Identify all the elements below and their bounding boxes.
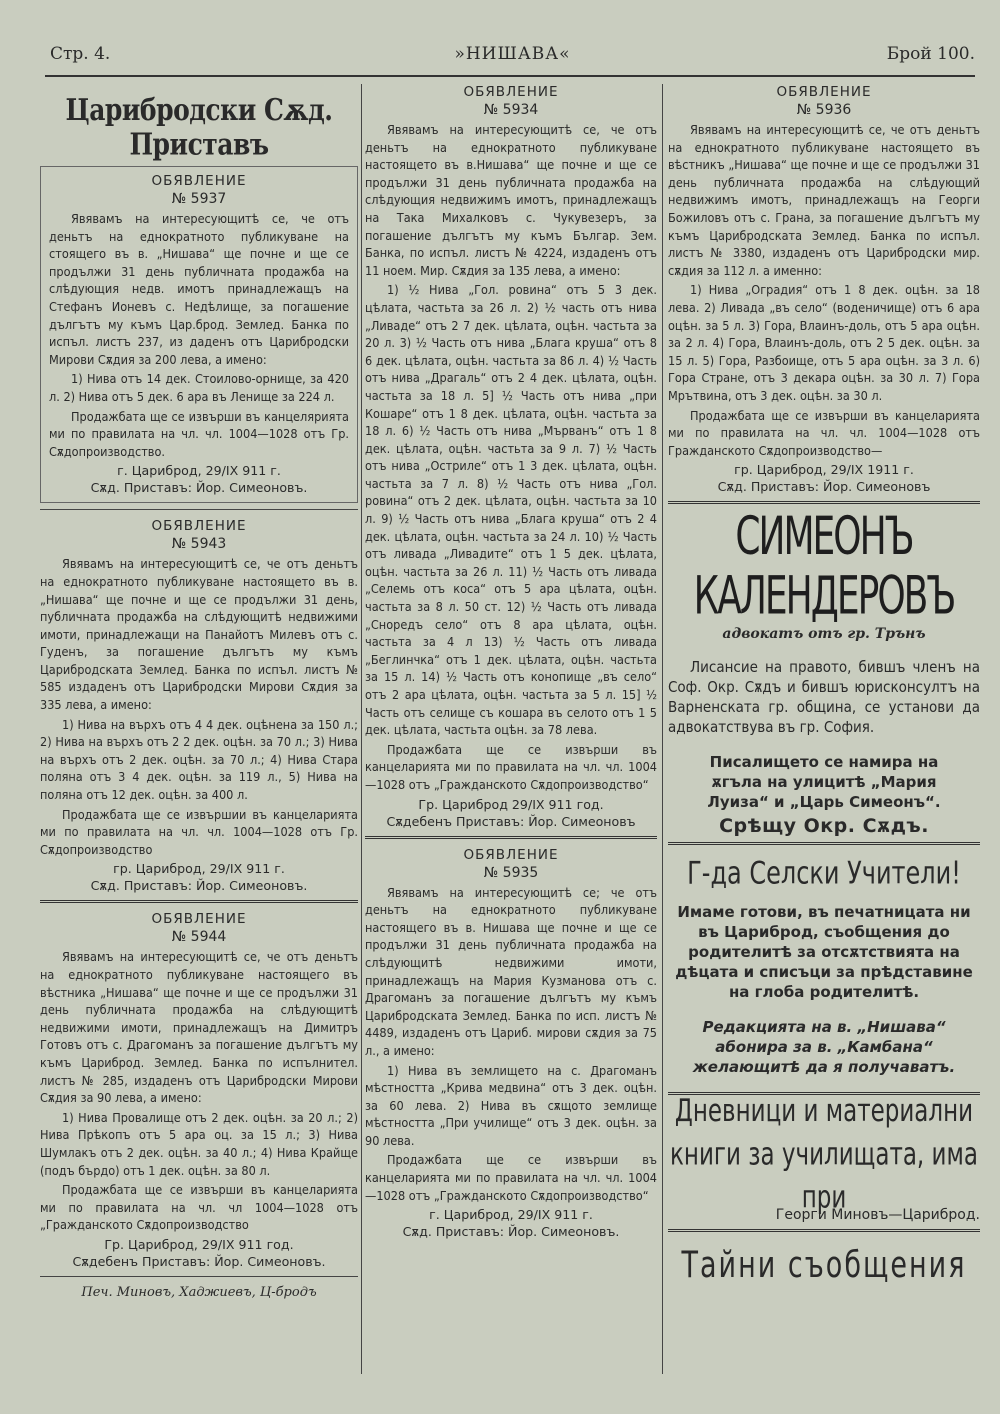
notice-heading: ОБЯВЛЕНИЕ — [151, 911, 247, 928]
notice-body: Явявамъ на интересующитѣ се, че отъ деньтъ на еднократното публикуване на стоящего въ в. „Нишава“ ще почне и ще се продължи 31 день публичната продажба на слѣдующия недв. имотъ принадлежащъ на Стефанъ Ионевъ с. Недѣлище, за погашение дългътъ му къмъ Цар.брод. Землед. Банка по испъл. листъ 237, из даденъ отъ Царибродски Мирови Сѫдия за 200 лева, а имено: — [49, 211, 349, 367]
notice-place-date: г. Цариброд, 29/IX 911 г. — [429, 1207, 593, 1223]
notice-place-date: гр. Цариброд, 29/IX 911 г. — [113, 861, 285, 877]
divider — [40, 509, 358, 510]
notice-number: № 5934 — [483, 102, 539, 118]
notice-terms: Продажбата ще се извърши въ канцеларията ми по правилата на чл. чл. 1004—1028 отъ „Гражданското Сѫдопроизводство“ — [365, 741, 657, 792]
column-2 — [365, 84, 657, 1246]
notice-number: № 5944 — [171, 929, 227, 946]
notice-place-date: Гр. Цариброд, 29/IX 911 год. — [104, 1236, 294, 1252]
lawyer-subtitle: адвокатъ отъ гр. Трънъ — [722, 626, 926, 643]
notice-items: 1) Нива „Оградия“ отъ 1 8 дек. оцѣн. за 18 лева. 2) Ливада „въ село“ (воденичище) отъ 6 ара оцѣн. за 5 л. 3) Гора, Влаинъ-доль, отъ 5 ара оцѣн. за 2 л. 4) Гора, Влаинъ-доль, отъ 2 5 дек. оцѣн. за 15 л. 5) Гора, Разбоище, отъ 5 ара оцѣн. за 3 л. 6) Гора Стране, отъ 3 декара оцѣн. за 30 л. 7) Гора Мрътвина, отъ 3 дек. оцѣн. за 30 л. — [668, 282, 980, 403]
notice-5936 — [668, 84, 980, 495]
teachers-title: Г-да Селски Учители! — [687, 855, 961, 892]
notice-items: 1) Нива Провалище отъ 2 дек. оцѣн. за 20 л.; 2) Нива Прѣкопъ отъ 5 ара оц. за 15 л.; 3) Нива Шумлакъ отъ 2 дек. оцѣн. за 40 л.; 4) Нива Крайще (подъ бърдо) отъ 1 дек. оцѣн. за 80 л. — [40, 1109, 358, 1178]
notice-terms: Продажбата ще се извърши въ канцелярията ми по правилата на чл. чл. 1004—1028 отъ Гр. Сѫдопроизводство. — [49, 408, 349, 459]
divider — [40, 900, 358, 903]
issue-number: Брой 100. — [886, 44, 975, 64]
notice-items: 1) Нива въ землището на с. Драгоманъ мѣстността „Крива медвина“ отъ 3 дек. оцѣн. за 60 лева. 2) Нива въ сѫщото землище мѣстността „При училище“ отъ 3 дек. оцѣн. за 90 лева. — [365, 1062, 657, 1148]
lawyer-office-line2: ѫгъла на улицитѣ „Мария — [711, 773, 937, 792]
divider — [668, 501, 980, 504]
notice-place-date: г. Цариброд, 29/IX 911 г. — [117, 463, 281, 479]
notice-terms: Продажбата ще се извърши въ канцеларията ми по правилата на чл. чл 1004—1028 отъ „Гражданското Сѫдопроизводство — [40, 1182, 358, 1233]
notice-body: Явявамъ на интересующитѣ се, че отъ деньтъ на еднократното публикуване настоящего въ вѣстника „Нишава“ ще почне и ще се продължи 31 день публичната продажба на слѣдующитѣ недвижими имоти, принадлежащъ на Димитръ Готовъ отъ с. Драгоманъ за погашение дългътъ му къмъ Цариброд. Землед. Банка по испълнител. листъ № 285, издаденъ отъ Царибродски Мирови Сѫдия за 90 лева, а имено: — [40, 949, 358, 1106]
notice-heading: ОБЯВЛЕНИЕ — [463, 84, 559, 100]
notice-place-date: Гр. Цариброд 29/IX 911 год. — [418, 796, 604, 812]
diaries-advert — [668, 1094, 980, 1224]
notice-heading: ОБЯВЛЕНИЕ — [151, 173, 247, 189]
notice-body: Явявамъ на интересующитѣ се, че отъ деньтъ на еднократното публикуване настоящето въ в. „Нишава“ ще почне и ще се продължи 31 день, публичната продажба на слѣдующитѣ недвижими имоти, принадлежащи на Панайотъ Милевъ отъ с. Гуденъ, за погашение дългътъ му къмъ Царибродската Землед. Банка по испъл. листъ № 585 издаденъ отъ Царибродски Мирови Сѫдия за 335 лева, а имено: — [40, 556, 358, 713]
column-divider-1 — [361, 84, 362, 1374]
lawyer-body: Лисансие на правото, бившъ членъ на Соф. Окр. Сѫдъ и бившъ юрисконсултъ на Варненската гр. община, се установи да адвокатствува въ гр. София. — [668, 658, 980, 737]
teachers-body: Имаме готови, въ печатницата ни въ Цариброд, съобщения до родителитѣ за отсѫтствията на дѣцата и списъци за прѣдставине на глоба родителитѣ. — [675, 903, 973, 1002]
notice-5934 — [365, 84, 657, 830]
notice-5935 — [365, 847, 657, 1241]
teachers-subscription: Редакцията на в. „Нишава“ абонира за в. „Камбана“ желающитѣ да я получаватъ. — [692, 1018, 956, 1077]
notice-items: 1) Нива отъ 14 дек. Стоилово-орнище, за 420 л. 2) Нива отъ 5 дек. 6 ара въ Ленище за 224 л. — [49, 371, 349, 404]
notice-terms: Продажбата ще се извърши въ канцеларията ми по правилата на чл. чл. 1004—1028 отъ Гражданското Сѫдопроизводство— — [668, 407, 980, 458]
notice-signature: Сѫд. Приставъ: Йор. Симеоновъ — [717, 479, 931, 495]
notice-terms: Продажбата ще се извърши въ канцеларията ми по правилата на чл. чл. 1004—1028 отъ „Гражданското Сѫдопроизводство“ — [365, 1152, 657, 1203]
newspaper-title: »НИШАВА« — [454, 44, 571, 64]
lawyer-office-line1: Писалището се намира на — [709, 753, 939, 772]
notice-heading: ОБЯВЛЕНИЕ — [151, 518, 247, 535]
notice-signature: Сѫд. Приставъ: Йор. Симеоновъ. — [90, 480, 308, 496]
divider — [40, 1276, 358, 1277]
notice-signature: Сѫд. Приставъ: Йор. Симеоновъ. — [90, 878, 308, 894]
notice-terms: Продажбата ще се извършии въ канцеларията ми по правилата на чл. чл. 1004—1028 отъ Гр. Сѫдопроизводство — [40, 806, 358, 857]
lawyer-advert — [668, 507, 980, 838]
column-1 — [40, 84, 358, 1300]
notice-items: 1) Нива на върхъ отъ 4 4 дек. оцѣнена за 150 л.; 2) Нива на върхъ отъ 2 2 дек. оцѣн. за 70 л.; 3) Нива на върхъ отъ 2 дек. оцѣн. за 70 л.; 4) Нива Стара поляна отъ 3 4 дек. оцѣн. за 119 л., 5) Нива на поляна отъ 12 дек. оцѣн. за 400 л. — [40, 716, 358, 803]
notice-5943 — [40, 518, 358, 894]
notice-signature: Сѫд. Приставъ: Йор. Симеоновъ. — [402, 1224, 620, 1240]
notice-5944 — [40, 911, 358, 1270]
bailiff-title: Царибродски Сѫд. Приставъ — [65, 92, 333, 162]
notice-signature: Сѫдебенъ Приставъ: Йор. Симеоновъ. — [72, 1253, 326, 1269]
notice-number: № 5937 — [171, 191, 227, 207]
notice-body: Явявамъ на интересующитѣ се, че отъ деньтъ на еднократното публикуване настоящето въ в.Нишава“ ще почне и ще се продължи 31 день публичната продажба на слѣдующия недвижимъ имотъ, принадлежащъ на Така Михалковъ с. Чукувезеръ, за погашение дългътъ му къмъ Българ. Зем. Банка, по испъл. листъ № 4224, издаденъ отъ 11 ноем. Мир. Сѫдия за 135 лева, а имено: — [365, 122, 657, 278]
page-number: Стр. 4. — [50, 44, 111, 64]
notice-place-date: гр. Цариброд, 29/IX 1911 г. — [734, 462, 914, 478]
notice-number: № 5935 — [483, 864, 539, 881]
lawyer-office-line3: Луиза“ и „Царь Симеонъ“. — [707, 793, 941, 812]
lawyer-opposite: Срѣщу Окр. Сѫдъ. — [719, 815, 929, 838]
notice-heading: ОБЯВЛЕНИЕ — [776, 84, 872, 100]
divider — [668, 842, 980, 845]
printer-imprint: Печ. Миновъ, Хаджиевъ, Ц-бродъ — [81, 1284, 317, 1300]
lawyer-name: СИМЕОНЪ КАЛЕНДЕРОВЪ — [693, 507, 955, 627]
page-header — [50, 44, 975, 74]
notice-5937 — [40, 166, 358, 503]
teachers-advert — [668, 855, 980, 1077]
notice-signature: Сѫдебенъ Приставъ: Йор. Симеоновъ — [386, 813, 636, 829]
secret-messages-title: Тайни съобщения — [681, 1244, 967, 1287]
diaries-signature: Георги Миновъ—Цариброд. — [775, 1207, 980, 1224]
divider — [668, 1229, 980, 1232]
notice-body: Явявамъ на интересующитѣ се; че отъ деньтъ на еднократното публикуване настоящего въ в. Нишава ще почне и ще се продължи 31 день публичната продажба на слѣдующитѣ недвижими имоти, принадлежащъ на Мария Кузманова отъ с. Драгоманъ за погашение дългътъ му къмъ Царибродската Землед. Банка по исп. листъ № 4489, издаденъ отъ Цариб. мирови сѫдия за 75 л., а имено: — [365, 884, 657, 1058]
notice-items: 1) ½ Нива „Гол. ровина“ отъ 5 3 дек. цѣлата, частьта за 26 л. 2) ½ часть отъ нива „Ливаде“ отъ 2 7 дек. цѣлата, оцѣн. частьта за 20 л. 3) ½ Часть отъ нива „Блага круша“ отъ 8 6 дек. цѣлата, оцѣн. частьта за 86 л. 4) ½ Часть отъ нива „Драгаль“ отъ 2 4 дек. цѣлата, оцѣн. частьта за 18 л. 5] ½ Часть отъ нива „при Кошаре“ отъ 1 8 дек. цѣлата, оцѣн. частьта за 18 л. 6) ½ Часть отъ нива „Мърванъ“ отъ 1 8 дек. цѣлата, оцѣн. частьта за 9 л. 7) ½ Часть отъ нива „Остриле“ отъ 1 3 дек. цѣлата, оцѣн. частьта за 7 л. 8) ½ Часть отъ нива „Гол. ровина“ отъ 2 дек. цѣлата, оцѣн. частьта за 10 л. 9) ½ Часть отъ нива „Блага круша“ отъ 2 4 дек. цѣлата, оцѣн. частьта за 24 л. 10) ½ Часть отъ ливада „Ливадите“ отъ 1 5 дек. цѣлата, оцѣн. частьта за 26 л. 11) ½ Часть отъ ливада „Селемь отъ коса“ отъ 5 ара цѣлата, оцѣн. частьта за 8 л. 50 ст. 12) ½ Часть отъ ливада „Сноредъ село“ отъ 8 ара цѣлата, оцѣн. частьта за 4 л 13) ½ Часть отъ ливада „Беглинчка“ отъ 1 дек. цѣлата, оцѣн. частьта за 15 л. 14) ½ Часть отъ конопище „въ село“ отъ 2 ара цѣлата, оцѣн. частьта за 5 л. 15] ½ Часть отъ селище съ кошара въ селото отъ 1 5 дек. цѣлата, частьта оцѣн. за 78 лева. — [365, 282, 657, 738]
notice-body: Явявамъ на интересующитѣ се, че отъ деньтъ на еднократното публикуване настоящето въ вѣстникъ „Нишава“ ще почне и ще се продължи 31 день публичната продажба на слѣдующий недвижимъ имотъ, принадлежащъ на Георги Божиловъ отъ с. Грана, за погашение дългътъ му къмъ Царибродската Землед. Банка по испъл. листъ № 3380, издаденъ отъ Царибродски мир. сѫдия за 112 л. а именно: — [668, 122, 980, 278]
notice-number: № 5943 — [171, 536, 227, 553]
header-rule — [45, 75, 975, 77]
column-3 — [668, 84, 980, 1287]
column-divider-2 — [662, 84, 663, 1374]
divider — [365, 836, 657, 839]
notice-number: № 5936 — [796, 102, 852, 118]
diaries-title: Дневници и материални книги за училищата, има при — [670, 1094, 978, 1217]
notice-heading: ОБЯВЛЕНИЕ — [463, 846, 559, 863]
